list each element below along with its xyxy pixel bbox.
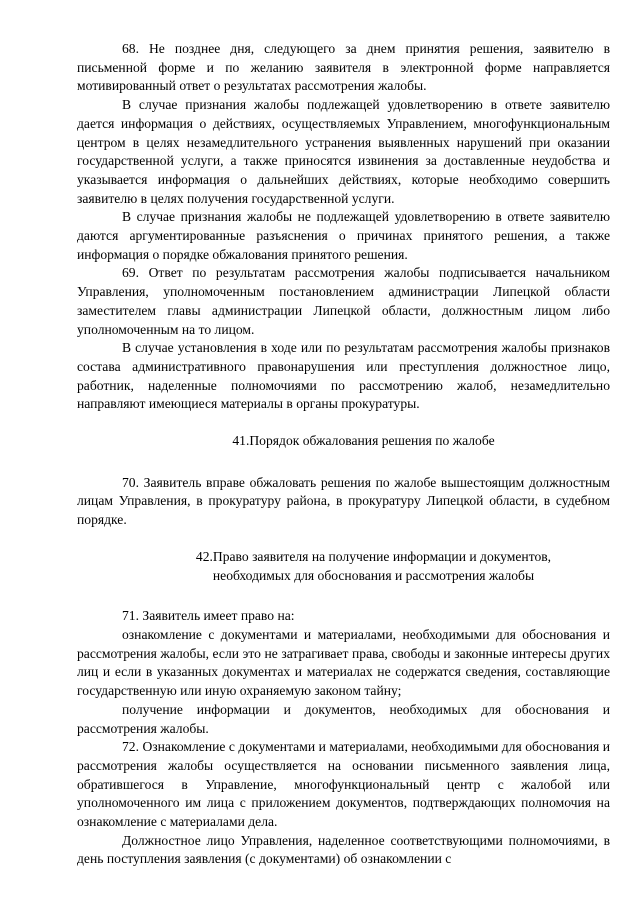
section-heading-42-line2: необходимых для обоснования и рассмотрения жалобы xyxy=(212,567,535,583)
paragraph-68-satisfied: В случае признания жалобы подлежащей удовлетворению в ответе заявителю дается информация о действиях, осуществляемых Управлением, многофункциональным центром в целях незамедлительного устранения выявленных нарушений при оказании государственной услуги, а также приносятся извинения за доставленные неудобства и указывается информация о дальнейших действиях, которые необходимо совершить заявителю в целях получения государственной услуги. xyxy=(77,97,610,206)
section-heading-42-line1: 42.Право заявителя на получение информации и документов, xyxy=(195,548,552,564)
paragraph-71: 71. Заявитель имеет право на: xyxy=(122,608,295,624)
section-heading-42 xyxy=(77,548,610,585)
paragraph-68: 68. Не позднее дня, следующего за днем принятия решения, заявителю в письменной форме и по желанию заявителя в электронной форме направляется мотивированный ответ о результатах рассмотрения жалобы. xyxy=(77,41,610,94)
section-heading-41: 41.Порядок обжалования решения по жалобе xyxy=(232,433,495,449)
paragraph-69-prosecution: В случае установления в ходе или по результатам рассмотрения жалобы признаков состава административного правонарушения или преступления должностное лицо, работник, наделенные полномочиями по рассмотрению жалоб, незамедлительно направляют имеющиеся материалы в органы прокуратуры. xyxy=(77,340,610,412)
paragraph-72: 72. Ознакомление с документами и материалами, необходимыми для обоснования и рассмотрения жалобы осуществляется на основании письменного заявления лица, обратившегося в Управление, многофункциональный центр с жалобой или уполномоченного им лица с приложением документов, подтверждающих полномочия на ознакомление с материалами дела. xyxy=(77,739,610,830)
paragraph-69: 69. Ответ по результатам рассмотрения жалобы подписывается начальником Управления, уполномоченным постановлением администрации Липецкой области заместителем главы администрации Липецкой области, должностным лицом либо уполномоченным на то лицом. xyxy=(77,265,610,337)
paragraph-71-receive: получение информации и документов, необходимых для обоснования и рассмотрения жалобы. xyxy=(77,701,610,736)
paragraph-70: 70. Заявитель вправе обжаловать решения по жалобе вышестоящим должностным лицам Управления, в прокуратуру района, в прокуратуру Липецкой области, в судебном порядке. xyxy=(77,474,610,528)
paragraph-71-review: ознакомление с документами и материалами, необходимыми для обоснования и рассмотрения жалобы, если это не затрагивает права, свободы и законные интересы других лиц и если в указанных документах и материалах не содержатся сведения, составляющие государственную или иную охраняемую законом тайну; xyxy=(77,626,610,699)
paragraph-72-official: Должностное лицо Управления, наделенное соответствующими полномочиями, в день поступления заявления (с документами) об ознакомлении с xyxy=(77,832,610,867)
paragraph-68-not-satisfied: В случае признания жалобы не подлежащей удовлетворению в ответе заявителю даются аргументированные разъяснения о причинах принятого решения, а также информация о порядке обжалования принятого решения. xyxy=(77,209,610,262)
